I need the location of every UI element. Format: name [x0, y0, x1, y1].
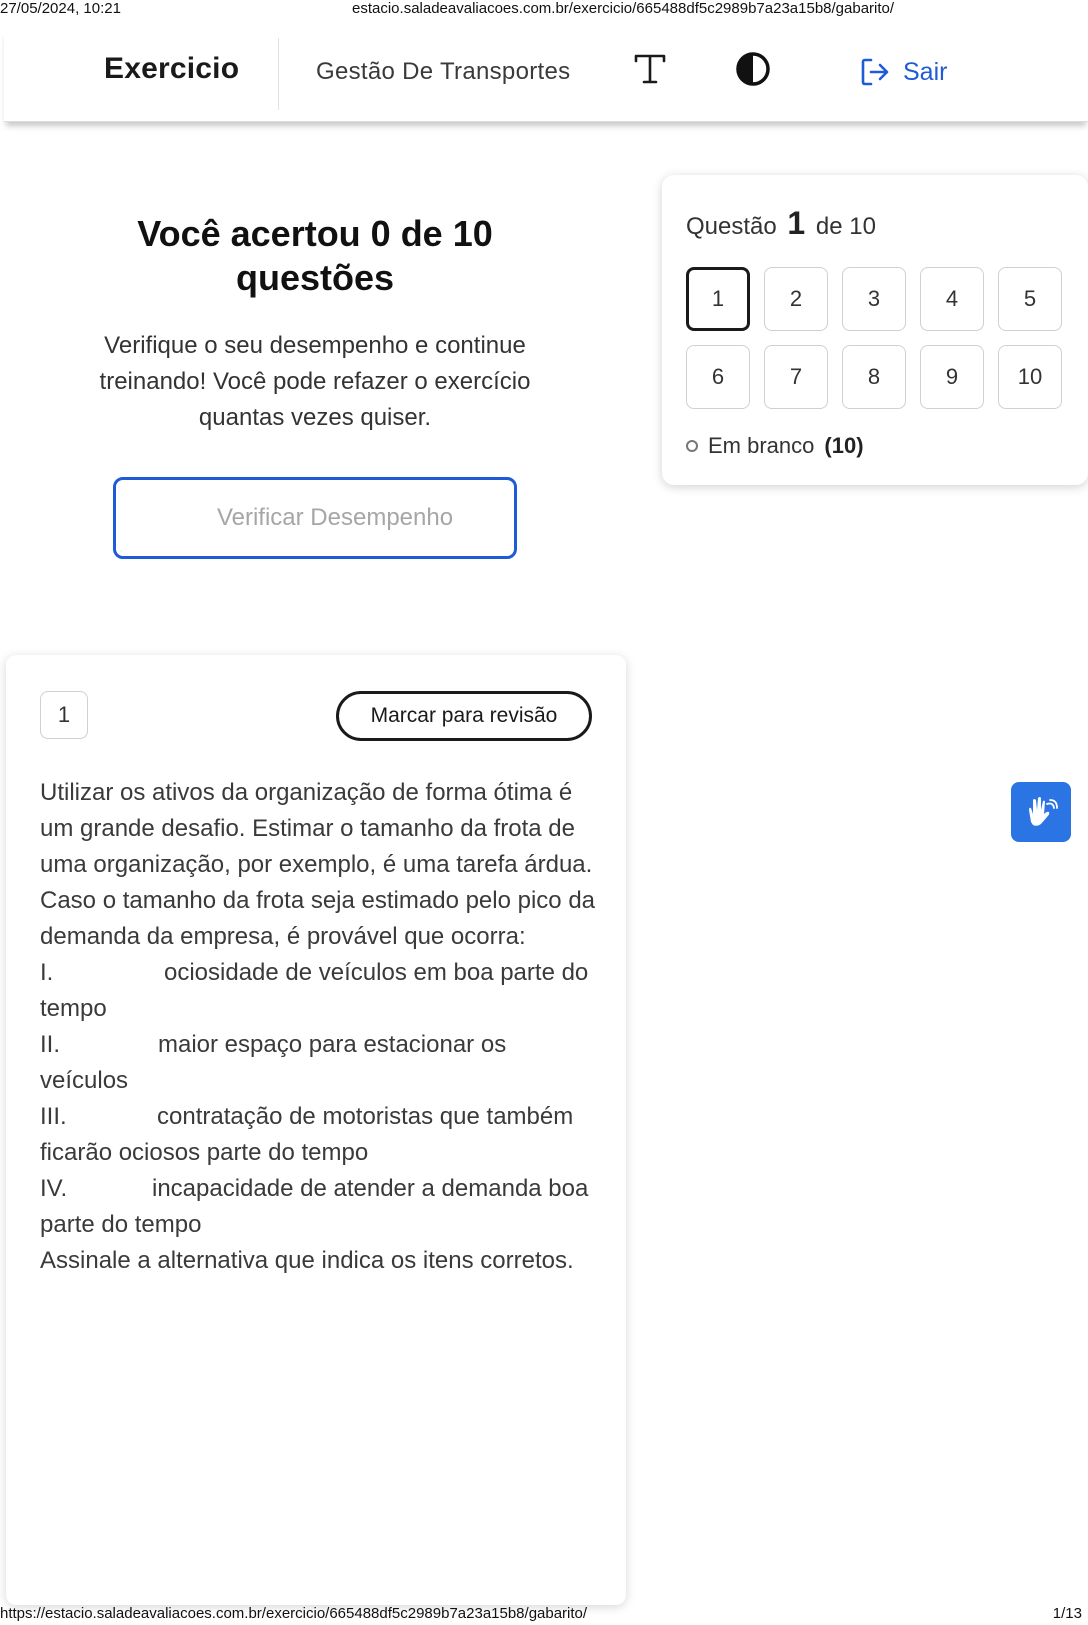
print-header-url: estacio.saladeavaliacoes.com.br/exercicio/665488df5c2989b7a23a15b8/gabarito/ — [352, 0, 895, 17]
question-button-3[interactable]: 3 — [842, 267, 906, 331]
question-card — [6, 655, 626, 1605]
item-roman: IV. — [40, 1175, 68, 1202]
sign-language-icon — [1021, 792, 1061, 832]
question-button-5[interactable]: 5 — [998, 267, 1062, 331]
header-divider — [278, 38, 279, 110]
item-roman: III. — [40, 1103, 67, 1130]
blank-status-label: Em branco — [708, 433, 815, 458]
question-button-10[interactable]: 10 — [998, 345, 1062, 409]
question-grid — [686, 267, 1066, 409]
brand-title: Exercicio — [104, 52, 240, 85]
logout-button[interactable] — [859, 52, 947, 92]
result-summary — [60, 212, 570, 436]
result-description: Verifique o seu desempenho e continue treinando! Você pode refazer o exercício quantas vezes quiser. — [99, 332, 531, 431]
print-datetime: 27/05/2024, 10:21 — [0, 0, 121, 17]
subject-title: Gestão De Transportes — [316, 58, 571, 85]
question-button-6[interactable]: 6 — [686, 345, 750, 409]
question-button-4[interactable]: 4 — [920, 267, 984, 331]
statement-intro: Utilizar os ativos da organização de forma ótima é um grande desafio. Estimar o tamanho da frota de uma organização, por exemplo, é uma tarefa árdua. Caso o tamanho da frota seja estimado pelo pico da demanda da empresa, é provável que ocorra: — [40, 779, 596, 950]
question-navigator — [662, 175, 1088, 485]
question-button-2[interactable]: 2 — [764, 267, 828, 331]
item-roman: I. — [40, 959, 54, 986]
question-button-8[interactable]: 8 — [842, 345, 906, 409]
print-footer-url: https://estacio.saladeavaliacoes.com.br/exercicio/665488df5c2989b7a23a15b8/gabarito/ — [0, 1605, 588, 1622]
font-size-button[interactable] — [632, 48, 668, 88]
blank-status-icon — [686, 440, 698, 452]
item-roman: II. — [40, 1031, 61, 1058]
statement-item — [40, 1027, 600, 1099]
blank-status-count: (10) — [824, 433, 864, 458]
mark-for-review-button[interactable]: Marcar para revisão — [336, 691, 592, 741]
logout-label: Sair — [903, 57, 948, 86]
statement-item — [40, 955, 600, 1027]
item-text: incapacidade de atender a demanda boa parte do tempo — [40, 1175, 589, 1238]
statement-closing: Assinale a alternativa que indica os itens corretos. — [40, 1247, 574, 1274]
question-number: 1 — [40, 691, 88, 739]
blank-status — [686, 433, 864, 459]
item-text: maior espaço para estacionar os veículos — [40, 1031, 507, 1094]
logout-icon — [859, 56, 891, 88]
verify-performance-button[interactable]: Verificar Desempenho — [113, 477, 517, 559]
sign-language-button[interactable] — [1011, 782, 1071, 842]
question-counter-prefix: Questão — [686, 213, 777, 240]
result-title: Você acertou 0 de 10 questões — [137, 213, 493, 298]
question-statement — [40, 775, 600, 1279]
question-counter — [686, 205, 876, 242]
item-text: contratação de motoristas que também ficarão ociosos parte do tempo — [40, 1103, 574, 1166]
statement-item — [40, 1171, 600, 1243]
question-counter-suffix: de 10 — [815, 213, 876, 240]
question-button-9[interactable]: 9 — [920, 345, 984, 409]
statement-item — [40, 1099, 600, 1171]
font-size-icon — [632, 48, 668, 88]
question-counter-current: 1 — [787, 205, 806, 241]
contrast-icon — [734, 50, 772, 88]
item-text: ociosidade de veículos em boa parte do tempo — [40, 959, 589, 1022]
print-header — [0, 0, 1088, 20]
top-navigation-bar — [4, 30, 1088, 122]
contrast-button[interactable] — [734, 50, 772, 88]
question-button-1[interactable]: 1 — [686, 267, 750, 331]
question-button-7[interactable]: 7 — [764, 345, 828, 409]
print-footer — [0, 1603, 1088, 1625]
print-page-number: 1/13 — [1052, 1605, 1082, 1622]
